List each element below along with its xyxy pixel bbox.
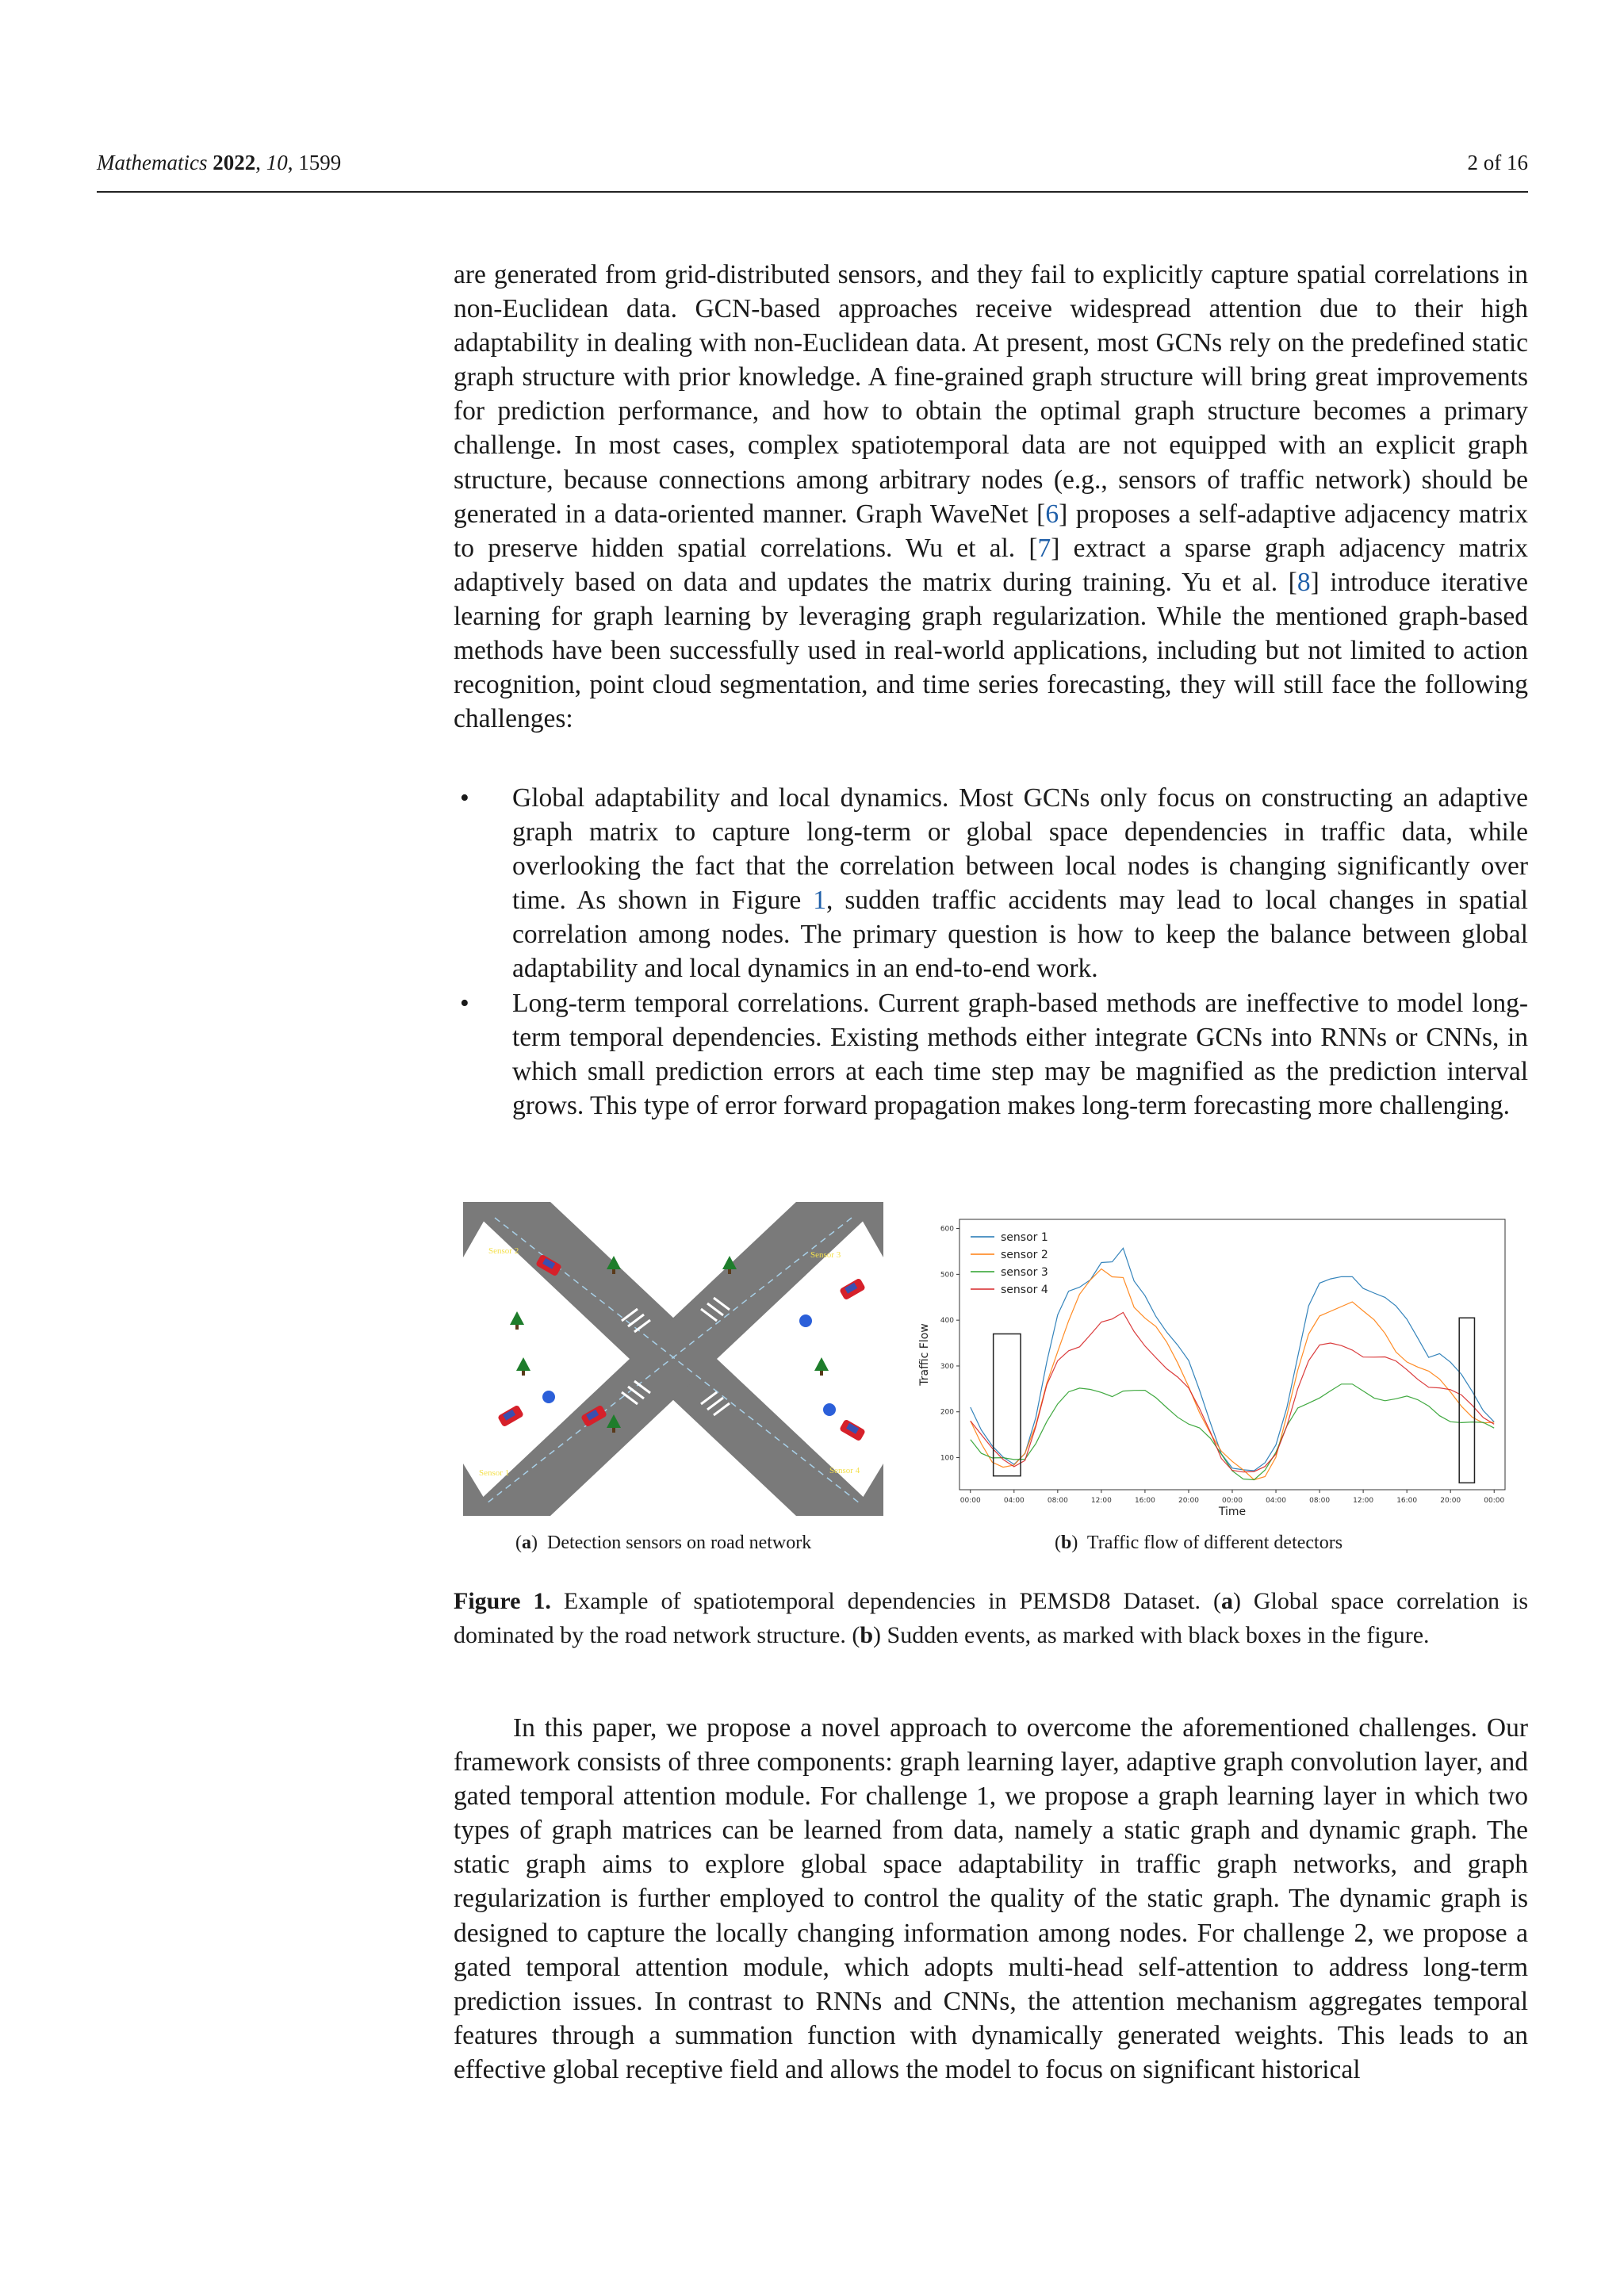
- x-tick-label: 08:00: [1309, 1497, 1331, 1505]
- x-tick-label: 04:00: [1003, 1497, 1025, 1505]
- list-item: [454, 986, 1528, 1123]
- direction-sign-icon: [823, 1403, 836, 1416]
- series-line-sensor-4: [971, 1312, 1494, 1471]
- sensor-3-marker: [812, 1266, 823, 1277]
- x-tick-label: 20:00: [1440, 1497, 1461, 1505]
- y-tick-label: 300: [940, 1362, 954, 1371]
- y-tick-label: 200: [940, 1408, 954, 1417]
- header-rule: [97, 191, 1528, 193]
- sensor-4-marker: [846, 1442, 857, 1453]
- x-tick-label: 00:00: [959, 1497, 981, 1505]
- series-line-sensor-1: [971, 1248, 1494, 1471]
- text-run: a: [1220, 1588, 1233, 1614]
- sensor-1-marker: [495, 1438, 506, 1449]
- journal-volume: 10: [266, 151, 288, 174]
- subcaption-letter: b: [1061, 1533, 1072, 1553]
- x-axis-label: Time: [1218, 1506, 1247, 1518]
- series-line-sensor-2: [971, 1269, 1494, 1480]
- x-tick-label: 08:00: [1047, 1497, 1068, 1505]
- y-tick-label: 600: [940, 1225, 954, 1234]
- direction-sign-icon: [542, 1391, 555, 1403]
- paragraph-intro: [454, 258, 1528, 736]
- y-tick-label: 100: [940, 1454, 954, 1463]
- car-icon: [839, 1278, 866, 1301]
- car-icon: [839, 1419, 866, 1442]
- legend-label: sensor 3: [1001, 1266, 1048, 1279]
- text-run: Example of spatiotemporal dependencies in PEMSD8 Dataset. (: [550, 1588, 1221, 1614]
- running-header: [97, 151, 1528, 174]
- x-tick-label: 12:00: [1353, 1497, 1374, 1505]
- road-network-illustration: [463, 1202, 883, 1516]
- text-run: b: [860, 1622, 874, 1648]
- x-tick-label: 12:00: [1090, 1497, 1112, 1505]
- x-tick-label: 04:00: [1266, 1497, 1287, 1505]
- challenge-list: [454, 781, 1528, 1123]
- citation-link-6[interactable]: 6: [1045, 499, 1059, 529]
- journal-name: Mathematics: [97, 151, 208, 174]
- journal-citation: Mathematics 2022, 10, 1599: [97, 151, 342, 174]
- y-axis-label: Traffic Flow: [918, 1323, 931, 1386]
- subcaption-text: Traffic flow of different detectors: [1086, 1533, 1343, 1553]
- direction-sign-icon: [799, 1314, 812, 1327]
- x-tick-label: 00:00: [1484, 1497, 1505, 1505]
- bullet-symbol: •: [460, 783, 469, 813]
- journal-year: 2022: [213, 151, 256, 174]
- text-run: ] proposes a self-adaptive adjacency matrix to preserve hidden spatial correlations. Wu et al. [: [454, 499, 1528, 563]
- traffic-flow-chart: [912, 1208, 1515, 1529]
- subcaption-text: Detection sensors on road network: [547, 1533, 812, 1553]
- series-line-sensor-3: [971, 1384, 1494, 1480]
- article-number: 1599: [298, 151, 342, 174]
- text-run: , sudden traffic accidents may lead to local changes in spatial correlation among nodes. The primary question is how to keep the balance between global adaptability and local dynamics in an end-to-end work.: [512, 886, 1528, 984]
- tree-icon: [510, 1311, 524, 1330]
- text-run: are generated from grid-distributed sensors, and they fail to explicitly capture spatial correlations in non-Euclidean data. GCN-based approaches receive widespread attention due to their high adaptability in dealing with non-Euclidean data. At present, most GCNs rely on the predefined static graph structure with prior knowledge. A fine-grained graph structure will bring great improvements for prediction performance, and how to obtain the optimal graph structure becomes a primary challenge. In most cases, complex spatiotemporal data are not equipped with an explicit graph structure, because connections among arbitrary nodes (e.g., sensors of traffic network) should be generated in a data-oriented manner. Graph WaveNet [: [454, 260, 1528, 529]
- paragraph-text: In this paper, we propose a novel approach to overcome the aforementioned challenges. Our framework consists of three components: graph learning layer, adaptive graph convolution layer, and gated temporal attention module. For challenge 1, we propose a graph learning layer in which two types of graph matrices can be learned from data, namely a static graph and dynamic graph. The static graph aims to explore global space adaptability in traffic graph networks, and graph regularization is further employed to control the quality of the static graph. The dynamic graph is designed to capture the locally changing information among nodes. For challenge 2, we propose a gated temporal attention module, which adopts multi-head self-attention to address long-term prediction issues. In contrast to RNNs and CNNs, the attention mechanism aggregates temporal features through a summation function with dynamically generated weights. This leads to an effective global receptive field and allows the model to focus on significant historical: [454, 1713, 1528, 2084]
- car-icon: [497, 1405, 524, 1428]
- figure-label: Figure 1.: [454, 1588, 551, 1614]
- text-run: ) Sudden events, as marked with black boxes in the figure.: [873, 1622, 1430, 1648]
- tree-icon: [814, 1357, 829, 1376]
- legend-label: sensor 2: [1001, 1249, 1048, 1261]
- road-corner: [852, 1202, 883, 1257]
- x-tick-label: 16:00: [1396, 1497, 1418, 1505]
- text-run: Global adaptability and local dynamics. Most GCNs only focus on constructing an adaptive graph matrix to capture long-term or global space dependencies in traffic data, while overlooking the fact that the correlation between local nodes is changing significantly over time. As shown in Figure: [512, 783, 1528, 916]
- sensor-4-label: Sensor 4: [829, 1466, 860, 1475]
- y-tick-label: 500: [940, 1271, 954, 1280]
- text-run: ) Global space correlation is dominated by the road network structure. (: [454, 1588, 1529, 1648]
- x-tick-label: 16:00: [1134, 1497, 1155, 1505]
- text-run: ] extract a sparse graph adjacency matrix adaptively based on data and updates the matrix during training. Yu et al. [: [454, 533, 1528, 597]
- tree-icon: [516, 1357, 530, 1376]
- x-tick-label: 20:00: [1178, 1497, 1199, 1505]
- page-number: 2 of 16: [1467, 151, 1528, 174]
- sensor-2-marker: [500, 1264, 511, 1275]
- citation-link-8[interactable]: 8: [1297, 567, 1311, 597]
- x-tick-label: 00:00: [1222, 1497, 1243, 1505]
- sensor-1-label: Sensor 1: [479, 1468, 510, 1478]
- bullet-symbol: •: [460, 988, 469, 1018]
- figure-caption: [454, 1584, 1528, 1652]
- subcaption-letter: a: [522, 1533, 531, 1553]
- legend-label: sensor 1: [1001, 1231, 1048, 1244]
- text-run: ] introduce iterative learning for graph learning by leveraging graph regularization. While the mentioned graph-based methods have been successfully used in real-world applications, including but not limited to action recognition, point cloud segmentation, and time series forecasting, they will still face the following challenges:: [454, 567, 1529, 734]
- subcaption-a: (a) Detection sensors on road network: [515, 1533, 812, 1553]
- paragraph-approach: [454, 1711, 1528, 2087]
- legend-label: sensor 4: [1001, 1284, 1048, 1296]
- text-run: Long-term temporal correlations. Current graph-based methods are ineffective to model long-term temporal dependencies. Existing methods either integrate GCNs into RNNs or CNNs, in which small prediction errors at each time step may be magnified as the prediction interval grows. This type of error forward propagation makes long-term forecasting more challenging.: [512, 988, 1528, 1120]
- subcaption-b: (b) Traffic flow of different detectors: [1055, 1533, 1343, 1553]
- list-item: [454, 781, 1528, 986]
- sudden-event-box: [994, 1334, 1021, 1475]
- citation-link-7[interactable]: 7: [1037, 533, 1051, 563]
- figure-link-1[interactable]: 1: [813, 886, 826, 916]
- sensor-3-label: Sensor 3: [810, 1250, 841, 1260]
- y-tick-label: 400: [940, 1317, 954, 1326]
- paragraph-text: [454, 258, 1528, 736]
- sensor-2-label: Sensor 2: [488, 1246, 519, 1256]
